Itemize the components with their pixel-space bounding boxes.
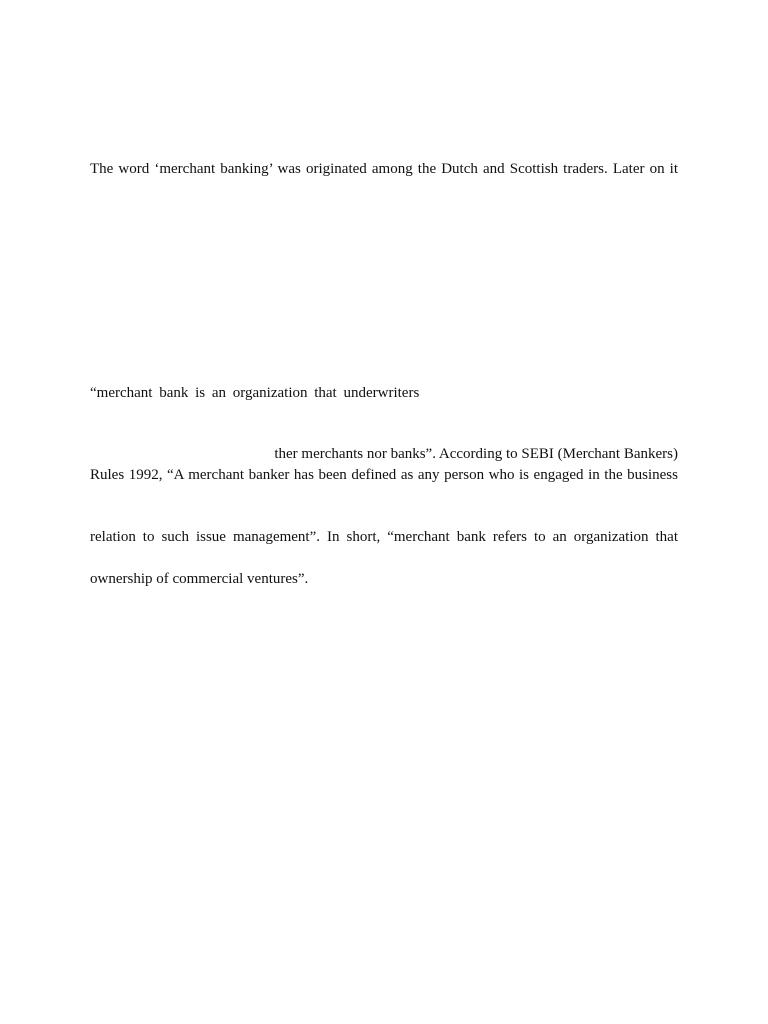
paragraph-line-1: The word ‘merchant banking’ was originated among the Dutch and Scottish traders. Later on it (90, 161, 678, 177)
paragraph-line-6: ownership of commercial ventures”. (90, 571, 309, 587)
paragraph-line-5: relation to such issue management”. In short, “merchant bank refers to an organization that (90, 529, 678, 545)
paragraph-line-3: ther merchants nor banks”. According to SEBI (Merchant Bankers) (274, 446, 678, 462)
paragraph-line-2: “merchant bank is an organization that underwriters (90, 385, 420, 401)
paragraph-line-4: Rules 1992, “A merchant banker has been defined as any person who is engaged in the business (90, 467, 678, 483)
